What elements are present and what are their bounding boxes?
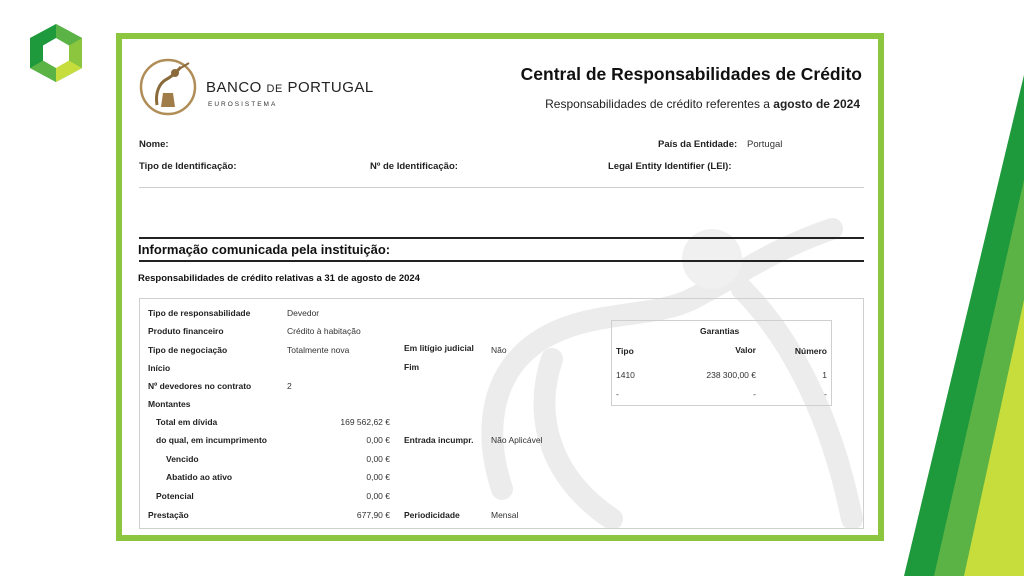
montantes-label: Montantes	[148, 399, 191, 409]
litigio-value: Não	[491, 345, 507, 355]
incumprimento-label: do qual, em incumprimento	[156, 435, 267, 445]
garantias-col-valor: Valor	[735, 345, 756, 355]
tipo-identificacao-label: Tipo de Identificação:	[139, 161, 237, 172]
entrada-incumprimento-value: Não Aplicável	[491, 435, 543, 445]
garantias-col-numero: Número	[794, 346, 827, 356]
brand-hexagon-icon	[26, 22, 86, 84]
credit-report-document	[122, 39, 878, 535]
pais-label: País da Entidade:	[658, 139, 738, 150]
bank-name: BANCO DE PORTUGAL	[206, 79, 374, 96]
litigio-label: Em litígio judicial	[404, 343, 474, 353]
vencido-label: Vencido	[166, 454, 199, 464]
incumprimento-value: 0,00 €	[366, 435, 390, 445]
bank-subtitle: EUROSISTEMA	[208, 101, 278, 108]
tipo-negociacao-label: Tipo de negociação	[148, 345, 228, 355]
section-rule-bottom	[139, 260, 864, 262]
section-subtitle: Responsabilidades de crédito relativas a 31 de agosto de 2024	[138, 273, 420, 284]
document-title: Central de Responsabilidades de Crédito	[520, 64, 862, 84]
garantias-title: Garantias	[700, 326, 740, 336]
num-identificacao-label: Nº de Identificação:	[370, 161, 458, 172]
section-title: Informação comunicada pela instituição:	[138, 242, 391, 257]
tipo-responsabilidade-value: Devedor	[287, 308, 320, 318]
banco-de-portugal-emblem-icon	[139, 57, 197, 117]
fim-label: Fim	[404, 362, 420, 372]
potencial-label: Potencial	[156, 491, 194, 501]
garantias-row-1-tipo: 1410	[616, 370, 635, 380]
garantias-row-1-numero: 1	[822, 370, 827, 380]
devedores-value: 2	[287, 381, 292, 391]
lei-label: Legal Entity Identifier (LEI):	[608, 161, 732, 172]
document-frame	[116, 33, 884, 541]
garantias-col-tipo: Tipo	[616, 346, 634, 356]
prestacao-label: Prestação	[148, 510, 189, 520]
vencido-value: 0,00 €	[366, 454, 390, 464]
prestacao-value: 677,90 €	[356, 510, 390, 520]
potencial-value: 0,00 €	[366, 491, 390, 501]
periodicidade-value: Mensal	[491, 510, 519, 520]
tipo-responsabilidade-label: Tipo de responsabilidade	[148, 308, 251, 318]
devedores-label: Nº devedores no contrato	[148, 381, 252, 391]
garantias-row-2-valor: -	[753, 389, 756, 399]
produto-financeiro-label: Produto financeiro	[148, 326, 224, 336]
entrada-incumprimento-label: Entrada incumpr.	[404, 435, 474, 445]
section-rule-top	[139, 237, 864, 239]
produto-financeiro-value: Crédito à habitação	[287, 326, 361, 336]
garantias-row-2-tipo: -	[616, 389, 619, 399]
garantias-row-2-numero: -	[824, 389, 827, 399]
tipo-negociacao-value: Totalmente nova	[287, 345, 350, 355]
inicio-label: Início	[148, 363, 171, 373]
document-subtitle: Responsabilidades de crédito referentes a agosto de 2024	[545, 97, 860, 111]
total-divida-label: Total em dívida	[156, 417, 218, 427]
garantias-row-1-valor: 238 300,00 €	[706, 370, 756, 380]
total-divida-value: 169 562,62 €	[340, 417, 390, 427]
abatido-value: 0,00 €	[366, 472, 390, 482]
abatido-label: Abatido ao ativo	[166, 472, 233, 482]
nome-label: Nome:	[139, 139, 169, 150]
divider	[139, 187, 864, 188]
pais-value: Portugal	[747, 139, 783, 150]
periodicidade-label: Periodicidade	[404, 510, 460, 520]
